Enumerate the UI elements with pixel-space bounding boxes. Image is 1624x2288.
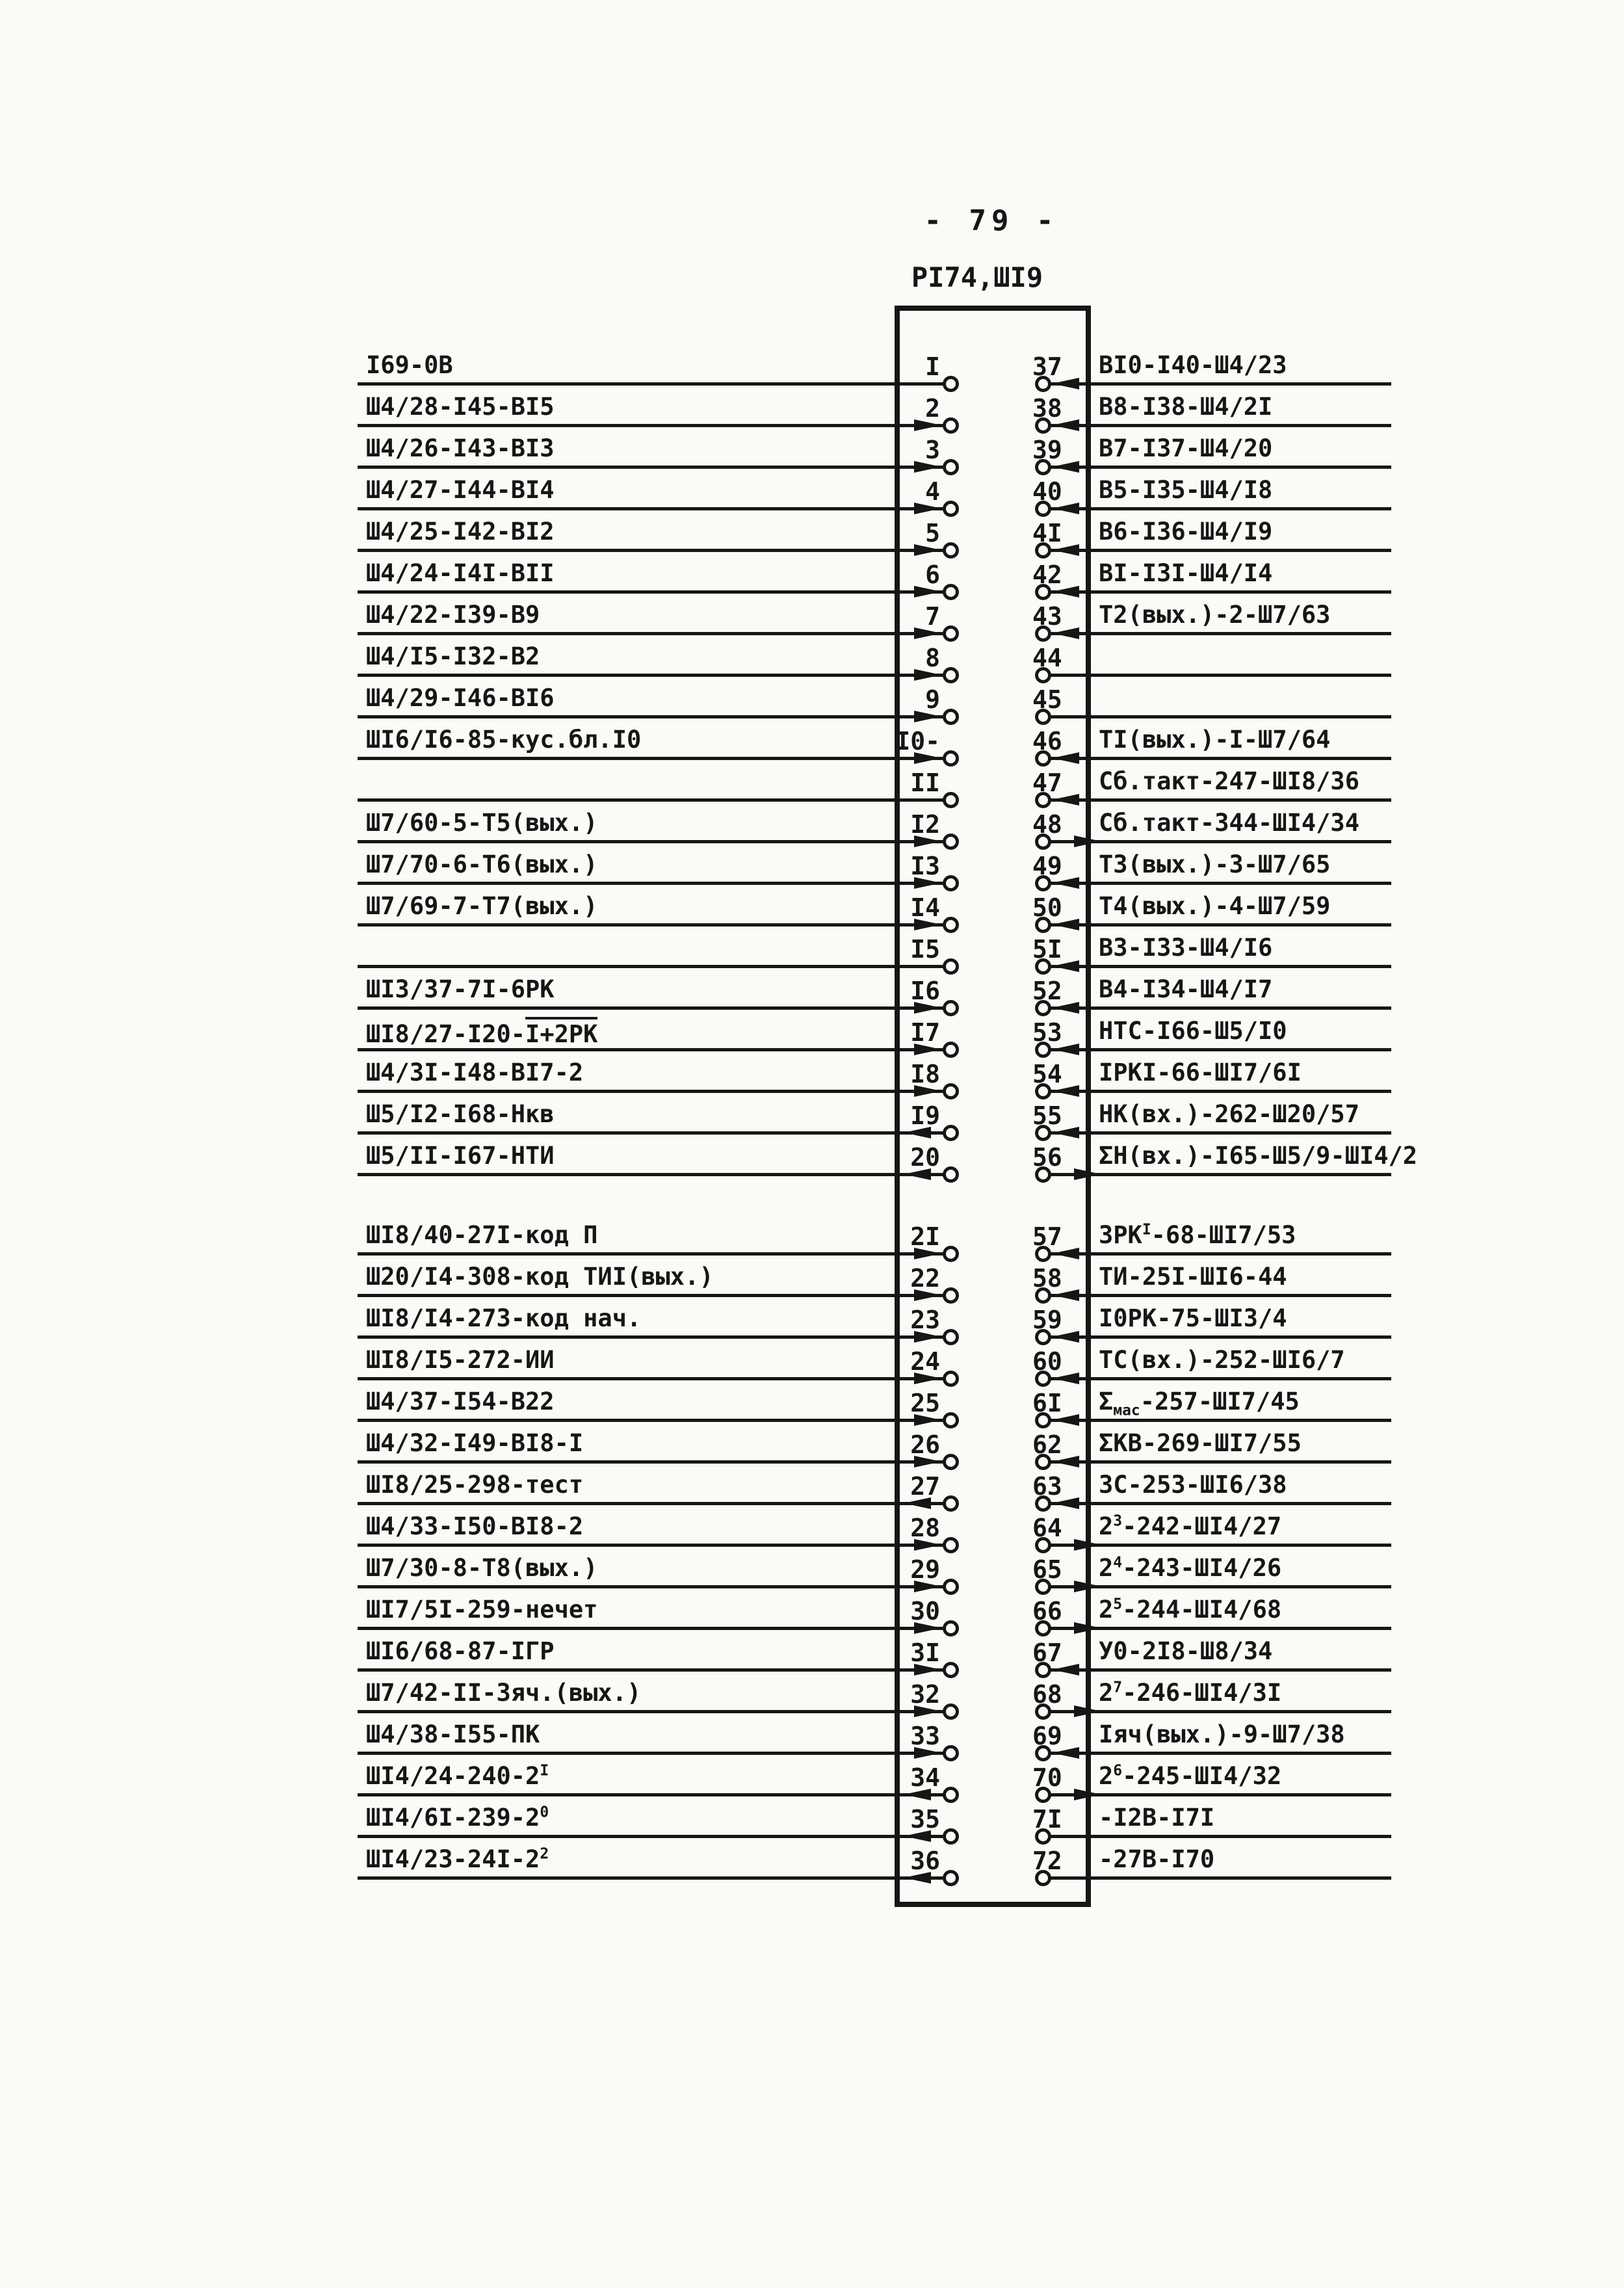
connector-title: РІ74,ШІ9: [911, 261, 1043, 293]
pin-wire: [358, 1502, 944, 1505]
pin-wire: [1051, 1419, 1391, 1422]
pin-wire: [358, 1006, 944, 1010]
pin-terminal-icon: [943, 1287, 959, 1304]
pin-number: 43: [1032, 602, 1062, 631]
signal-label: НК(вх.)-262-Ш20/57: [1099, 1100, 1359, 1128]
signal-label: $ШІ4/6І-239-2^0$: [366, 1804, 549, 1832]
pin-terminal-icon: [943, 1412, 959, 1428]
pin-number: 9: [925, 685, 940, 714]
pin-terminal-icon: [943, 1166, 959, 1183]
pin-number: ІІ: [910, 769, 940, 797]
signal-label: Ш7/60-5-Т5(вых.): [366, 809, 598, 837]
signal-label: $\Sigma_{мас}-257-ШІ7/45$: [1099, 1387, 1300, 1419]
pin-terminal-icon: [943, 459, 959, 475]
signal-label: ІРКІ-66-ШІ7/6І: [1099, 1059, 1302, 1086]
pin-wire: [1051, 1502, 1391, 1505]
signal-arrow-icon: [1074, 1539, 1101, 1551]
signal-label: 3С-253-ШІ6/38: [1099, 1471, 1287, 1499]
pin-number: 23: [910, 1306, 940, 1334]
pin-terminal-icon: [943, 1703, 959, 1720]
pin-number: 29: [910, 1555, 940, 1584]
pin-wire: [1051, 549, 1391, 552]
signal-label: Ш7/30-8-Т8(вых.): [366, 1554, 598, 1582]
pin-wire: [1051, 1793, 1391, 1796]
pin-terminal-icon: [943, 1537, 959, 1553]
pin-wire: [1051, 1835, 1391, 1838]
signal-label: Ш4/27-І44-ВІ4: [366, 476, 555, 504]
pin-terminal-icon: [943, 1620, 959, 1637]
pin-terminal-icon: [943, 958, 959, 975]
pin-number: І7: [910, 1018, 940, 1047]
pin-number: 6І: [1032, 1389, 1062, 1417]
pin-number: 35: [910, 1805, 940, 1834]
pin-wire: [358, 923, 944, 927]
signal-label: ШІ8/40-27І-код П: [366, 1221, 598, 1249]
pin-number: 7: [925, 602, 940, 631]
pin-terminal-icon: [943, 501, 959, 517]
signal-label: І0РК-75-ШІ3/4: [1099, 1304, 1287, 1332]
pin-wire: [1051, 840, 1391, 843]
pin-number: І8: [910, 1060, 940, 1088]
pin-wire: [358, 1627, 944, 1630]
pin-number: 68: [1032, 1680, 1062, 1709]
pin-wire: [1051, 1460, 1391, 1464]
pin-number: 38: [1032, 394, 1062, 423]
pin-wire: [1051, 1627, 1391, 1630]
pin-wire: [358, 1252, 944, 1256]
pin-wire: [1051, 1173, 1391, 1176]
signal-label: Ш4/33-І50-ВІ8-2: [366, 1512, 584, 1540]
signal-label: Ш4/26-І43-ВІ3: [366, 434, 555, 462]
signal-label: ΣН(вх.)-І65-Ш5/9-ШІ4/2: [1099, 1142, 1418, 1170]
signal-label: ШІ8/25-298-тест: [366, 1471, 584, 1499]
signal-label: ТС(вх.)-252-ШІ6/7: [1099, 1346, 1345, 1374]
pin-number: І6: [910, 977, 940, 1005]
pin-number: 49: [1032, 852, 1062, 880]
signal-label: ШІ6/68-87-ІГР: [366, 1637, 555, 1665]
pin-number: 45: [1032, 685, 1062, 714]
signal-label: Ш5/І2-І68-Нкв: [366, 1100, 555, 1128]
pin-number: 55: [1032, 1101, 1062, 1130]
signal-label: Ш4/38-І55-ПК: [366, 1720, 540, 1748]
pin-number: 63: [1032, 1472, 1062, 1501]
pin-number: 42: [1032, 560, 1062, 589]
signal-arrow-icon: [1074, 1705, 1101, 1717]
pin-terminal-icon: [943, 1870, 959, 1886]
signal-label: ТІ(вых.)-І-Ш7/64: [1099, 726, 1331, 754]
pin-terminal-icon: [943, 1662, 959, 1678]
pin-wire: [1051, 674, 1391, 677]
signal-label: Ш4/32-І49-ВІ8-І: [366, 1429, 584, 1457]
signal-label: Ш7/70-6-Т6(вых.): [366, 850, 598, 878]
signal-label: Іяч(вых.)-9-Ш7/38: [1099, 1720, 1345, 1748]
pin-terminal-icon: [943, 625, 959, 642]
pin-wire: [358, 715, 944, 718]
pin-wire: [1051, 1006, 1391, 1010]
signal-label: -27В-І70: [1099, 1845, 1215, 1873]
pin-wire: [1051, 1131, 1391, 1135]
pin-wire: [358, 674, 944, 677]
pin-wire: [358, 840, 944, 843]
page-number: - 79 -: [924, 204, 1059, 237]
pin-number: 5: [925, 519, 940, 547]
pin-wire: [1051, 1544, 1391, 1547]
pin-number: 69: [1032, 1722, 1062, 1750]
pin-number: І5: [910, 935, 940, 964]
pin-terminal-icon: [943, 1083, 959, 1099]
signal-label: Ш4/22-І39-В9: [366, 601, 540, 629]
signal-label: Сб.такт-247-ШІ8/36: [1099, 767, 1359, 795]
signal-label: Ш4/28-І45-ВІ5: [366, 393, 555, 421]
signal-arrow-icon: [1074, 1581, 1101, 1592]
pin-number: 4І: [1032, 519, 1062, 547]
pin-wire: [1051, 715, 1391, 718]
pin-terminal-icon: [943, 875, 959, 891]
pin-number: І3: [910, 852, 940, 880]
pin-terminal-icon: [943, 1371, 959, 1387]
pin-number: 44: [1032, 644, 1062, 672]
pin-wire: [1051, 1668, 1391, 1672]
pin-terminal-icon: [943, 1125, 959, 1141]
pin-wire: [1051, 632, 1391, 635]
pin-wire: [358, 1131, 944, 1135]
pin-wire: [358, 1335, 944, 1339]
pin-number: 37: [1032, 352, 1062, 381]
pin-wire: [1051, 466, 1391, 469]
pin-number: 32: [910, 1680, 940, 1709]
signal-label: $ШІ4/23-24І-2^2$: [366, 1845, 549, 1873]
signal-label: $2^7-246-ШІ4/3І$: [1099, 1679, 1282, 1707]
pin-wire: [1051, 1585, 1391, 1588]
pin-number: 46: [1032, 727, 1062, 756]
signal-label: НТС-І66-Ш5/І0: [1099, 1017, 1287, 1045]
pin-wire: [358, 1460, 944, 1464]
signal-label: У0-2І8-Ш8/34: [1099, 1637, 1273, 1665]
pin-terminal-icon: [943, 542, 959, 559]
signal-label: Т4(вых.)-4-Ш7/59: [1099, 892, 1331, 920]
pin-wire: [1051, 1335, 1391, 1339]
pin-number: 24: [910, 1347, 940, 1376]
pin-terminal-icon: [943, 1329, 959, 1345]
signal-label: Т3(вых.)-3-Ш7/65: [1099, 850, 1331, 878]
signal-label: -І2В-І7І: [1099, 1804, 1215, 1832]
pin-number: 72: [1032, 1847, 1062, 1875]
pin-terminal-icon: [943, 1000, 959, 1016]
pin-wire: [1051, 1090, 1391, 1093]
signal-label: ΣКВ-269-ШІ7/55: [1099, 1429, 1302, 1457]
pin-terminal-icon: [943, 792, 959, 808]
signal-label: ШІ3/37-7І-6РК: [366, 975, 555, 1003]
pin-wire: [1051, 798, 1391, 802]
pin-wire: [1051, 1048, 1391, 1051]
pin-number: 8: [925, 644, 940, 672]
pin-number: 5І: [1032, 935, 1062, 964]
pin-number: 65: [1032, 1555, 1062, 1584]
pin-number: 50: [1032, 893, 1062, 922]
pin-number: 2: [925, 394, 940, 423]
pin-terminal-icon: [943, 584, 959, 600]
pin-terminal-icon: [943, 834, 959, 850]
pin-wire: [358, 1793, 944, 1796]
signal-label: В4-І34-Ш4/І7: [1099, 975, 1273, 1003]
signal-label: Ш4/І5-І32-В2: [366, 642, 540, 670]
pin-number: 56: [1032, 1143, 1062, 1172]
pin-wire: [358, 424, 944, 427]
signal-arrow-icon: [1074, 1789, 1101, 1800]
signal-label: І69-0В: [366, 351, 453, 379]
pin-wire: [358, 507, 944, 510]
signal-label: ТИ-25І-ШІ6-44: [1099, 1263, 1287, 1291]
signal-arrow-icon: [1074, 1622, 1101, 1634]
pin-wire: [358, 1419, 944, 1422]
pin-terminal-icon: [943, 376, 959, 392]
pin-wire: [1051, 1710, 1391, 1713]
pin-wire: [1051, 882, 1391, 885]
pin-number: 47: [1032, 769, 1062, 797]
pin-wire: [358, 1752, 944, 1755]
signal-label: Ш5/ІІ-І67-НТИ: [366, 1142, 555, 1170]
pin-wire: [358, 1835, 944, 1838]
pin-number: 39: [1032, 436, 1062, 464]
pin-terminal-icon: [943, 667, 959, 683]
pin-number: 36: [910, 1847, 940, 1875]
signal-label: ШІ7/5І-259-нечет: [366, 1596, 598, 1624]
pin-terminal-icon: [943, 750, 959, 767]
pin-wire: [1051, 590, 1391, 594]
pin-terminal-icon: [943, 917, 959, 933]
pin-number: 48: [1032, 810, 1062, 839]
pin-number: 25: [910, 1389, 940, 1417]
pin-terminal-icon: [943, 1454, 959, 1470]
pin-wire: [358, 590, 944, 594]
pin-number: І4: [910, 893, 940, 922]
pin-number: 66: [1032, 1597, 1062, 1625]
signal-label: $2^3-242-ШІ4/27$: [1099, 1512, 1282, 1540]
pin-wire: [358, 549, 944, 552]
pin-terminal-icon: [943, 1745, 959, 1761]
pin-number: 6: [925, 560, 940, 589]
pin-number: 22: [910, 1264, 940, 1293]
pin-wire: [1051, 923, 1391, 927]
pin-number: 64: [1032, 1514, 1062, 1542]
pin-wire: [1051, 424, 1391, 427]
pin-wire: [1051, 1752, 1391, 1755]
pin-wire: [358, 965, 944, 968]
pin-wire: [358, 1377, 944, 1380]
pin-terminal-icon: [943, 1828, 959, 1845]
pin-number: 7І: [1032, 1805, 1062, 1834]
pin-number: 67: [1032, 1638, 1062, 1667]
pin-number: 60: [1032, 1347, 1062, 1376]
pin-number: 59: [1032, 1306, 1062, 1334]
pin-wire: [358, 466, 944, 469]
signal-label: ШІ8/27-І20-І+2РК: [366, 1017, 597, 1049]
pin-wire: [1051, 507, 1391, 510]
pin-number: 54: [1032, 1060, 1062, 1088]
pin-wire: [358, 1090, 944, 1093]
pin-number: І: [925, 352, 940, 381]
signal-label: В5-І35-Ш4/І8: [1099, 476, 1273, 504]
signal-label: $2^4-243-ШІ4/26$: [1099, 1554, 1282, 1582]
pin-number: 4: [925, 477, 940, 506]
pin-wire: [358, 882, 944, 885]
pin-wire: [358, 1710, 944, 1713]
signal-label: Ш4/37-І54-В22: [366, 1387, 555, 1415]
pin-wire: [1051, 965, 1391, 968]
pin-number: 57: [1032, 1222, 1062, 1251]
pin-number: 33: [910, 1722, 940, 1750]
pin-number: 3І: [910, 1638, 940, 1667]
pin-wire: [358, 798, 944, 802]
pin-wire: [1051, 1377, 1391, 1380]
signal-label: ВІ-І3І-Ш4/І4: [1099, 559, 1273, 587]
pin-wire: [1051, 382, 1391, 386]
pin-number: 26: [910, 1430, 940, 1459]
signal-label: В8-І38-Ш4/2І: [1099, 393, 1273, 421]
pin-wire: [358, 1585, 944, 1588]
pin-number: 3: [925, 436, 940, 464]
signal-label: $2^5-244-ШІ4/68$: [1099, 1596, 1282, 1624]
pin-wire: [1051, 1252, 1391, 1256]
pin-wire: [358, 1294, 944, 1297]
signal-arrow-icon: [1074, 835, 1101, 847]
signal-label: Ш7/42-ІІ-3яч.(вых.): [366, 1679, 642, 1707]
pin-terminal-icon: [943, 1787, 959, 1803]
signal-label: Ш4/24-І4І-ВІІ: [366, 559, 555, 587]
signal-label: Т2(вых.)-2-Ш7/63: [1099, 601, 1331, 629]
pin-number: 70: [1032, 1763, 1062, 1792]
signal-label: В7-І37-Ш4/20: [1099, 434, 1273, 462]
pin-number: 30: [910, 1597, 940, 1625]
pin-number: 58: [1032, 1264, 1062, 1293]
pin-terminal-icon: [943, 709, 959, 725]
pin-number: І0-: [895, 727, 940, 756]
pin-wire: [358, 1876, 944, 1880]
pin-wire: [358, 632, 944, 635]
pin-wire: [358, 382, 944, 386]
signal-label: ШІ8/І5-272-ИИ: [366, 1346, 555, 1374]
pin-number: 28: [910, 1514, 940, 1542]
signal-label: В6-І36-Ш4/І9: [1099, 518, 1273, 546]
pin-terminal-icon: [943, 1246, 959, 1262]
signal-label: Ш4/25-І42-ВІ2: [366, 518, 555, 546]
pin-wire: [358, 1668, 944, 1672]
signal-label: $3РК^І-68-ШІ7/53$: [1099, 1221, 1296, 1249]
pin-number: 53: [1032, 1018, 1062, 1047]
pin-terminal-icon: [943, 1042, 959, 1058]
pin-wire: [1051, 1294, 1391, 1297]
pin-terminal-icon: [943, 417, 959, 434]
signal-label: Ш20/І4-308-код ТИІ(вых.): [366, 1263, 714, 1291]
pin-terminal-icon: [943, 1579, 959, 1595]
pin-wire: [1051, 757, 1391, 760]
pin-wire: [358, 1173, 944, 1176]
pin-number: І2: [910, 810, 940, 839]
signal-label: Ш7/69-7-Т7(вых.): [366, 892, 598, 920]
signal-label: ВІ0-І40-Ш4/23: [1099, 351, 1287, 379]
pin-wire: [358, 1544, 944, 1547]
pin-terminal-icon: [943, 1495, 959, 1512]
pin-number: 62: [1032, 1430, 1062, 1459]
signal-arrow-icon: [1074, 1168, 1101, 1180]
signal-label: Ш4/3І-І48-ВІ7-2: [366, 1059, 584, 1086]
signal-label: ШІ6/І6-85-кус.бл.І0: [366, 726, 642, 754]
signal-label: ШІ8/І4-273-код нач.: [366, 1304, 642, 1332]
signal-label: $2^6-245-ШІ4/32$: [1099, 1762, 1282, 1790]
signal-label: Ш4/29-І46-ВІ6: [366, 684, 555, 712]
pin-number: 52: [1032, 977, 1062, 1005]
pin-number: І9: [910, 1101, 940, 1130]
pin-number: 34: [910, 1763, 940, 1792]
pin-wire: [358, 757, 944, 760]
pin-number: 20: [910, 1143, 940, 1172]
signal-label: Сб.такт-344-ШІ4/34: [1099, 809, 1359, 837]
pin-number: 2І: [910, 1222, 940, 1251]
signal-label: В3-І33-Ш4/І6: [1099, 934, 1273, 962]
pin-number: 40: [1032, 477, 1062, 506]
signal-label: $ШІ4/24-240-2^І$: [366, 1762, 549, 1790]
pin-wire: [1051, 1876, 1391, 1880]
pin-number: 27: [910, 1472, 940, 1501]
